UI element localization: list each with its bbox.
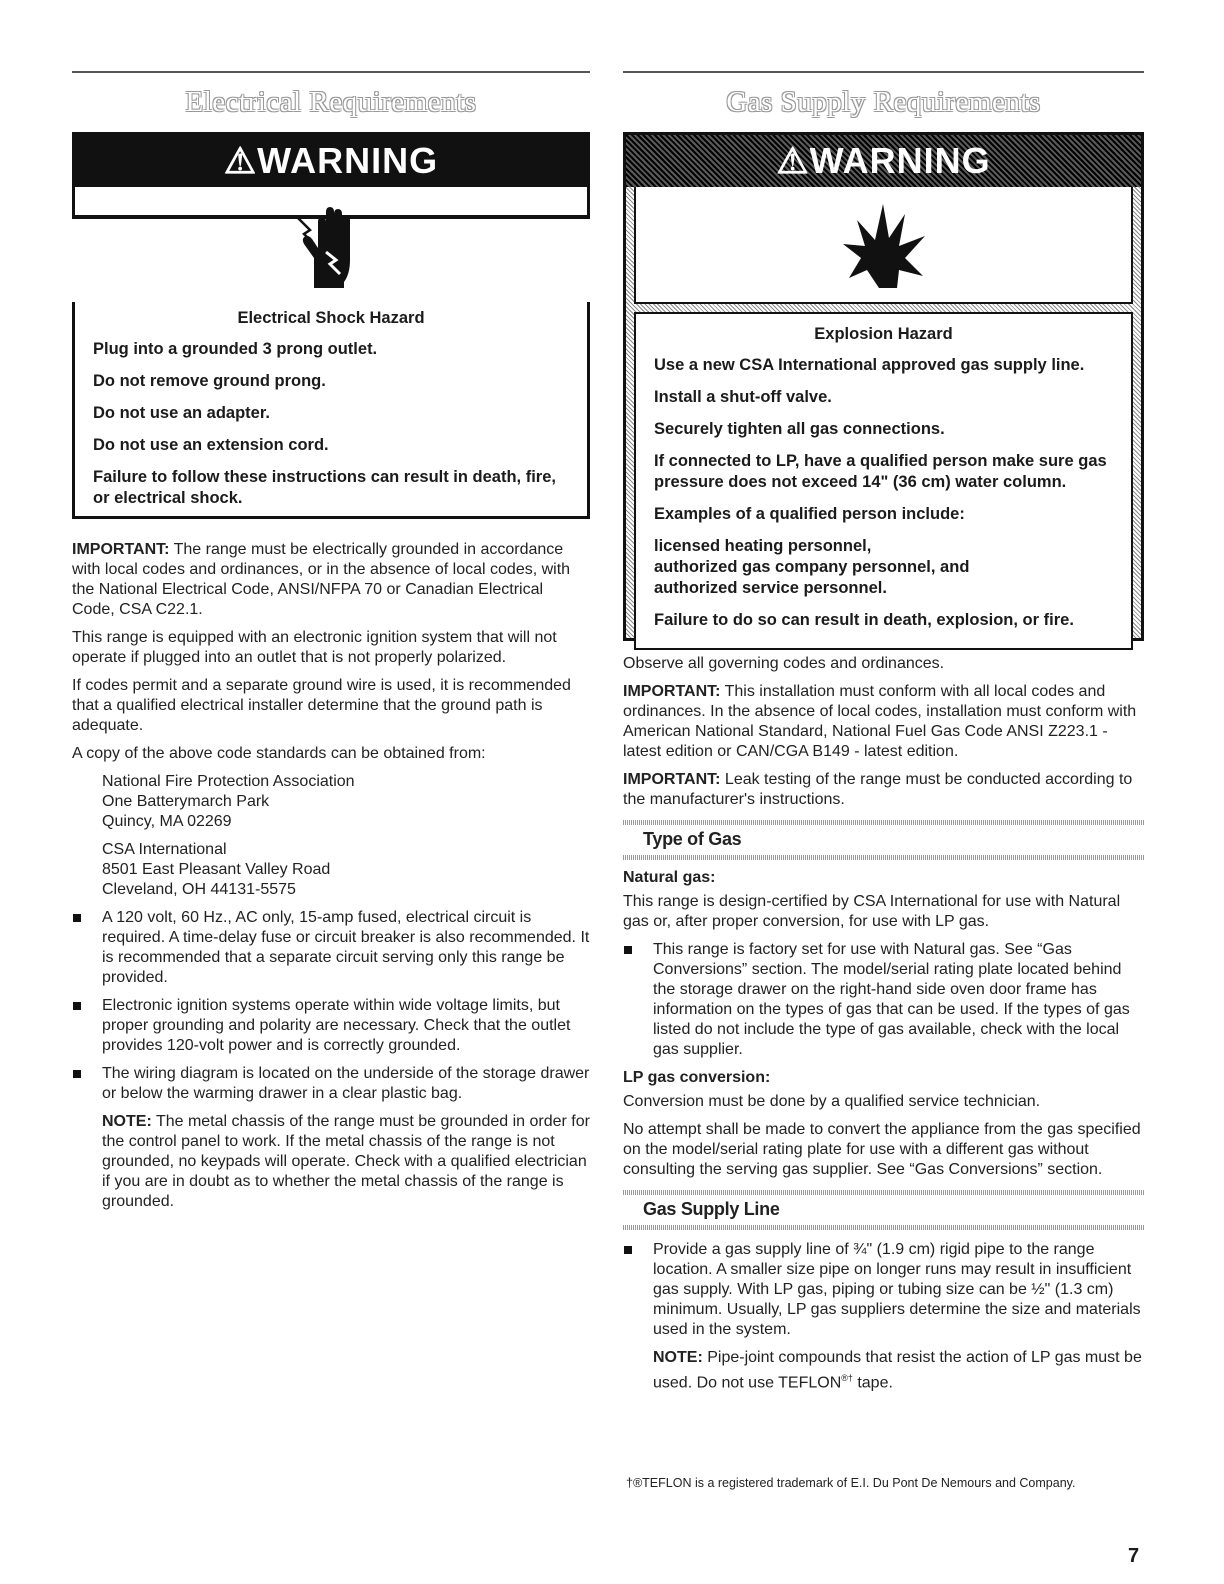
paragraph: A copy of the above code standards can be obtained from: xyxy=(72,745,486,762)
address-csa: CSA International 8501 East Pleasant Valley Road Cleveland, OH 44131-5575 xyxy=(102,841,331,898)
warning-header: ⚠WARNING xyxy=(75,135,587,187)
list-item: This range is factory set for use with Natural gas. See “Gas Conversions” section. The model/serial rating plate located behind the storage drawer on the right-hand side oven door frame has information on the types of gas that can be used. If the types of gas listed do not include the type of gas available, check with the local gas supplier. xyxy=(623,940,1144,1060)
important-paragraph: IMPORTANT: Leak testing of the range must be conducted according to the manufacturer's instructions. xyxy=(623,771,1133,808)
explosion-icon xyxy=(634,187,1133,304)
divider xyxy=(623,1225,1144,1230)
electrical-body xyxy=(72,540,590,1220)
paragraph: If codes permit and a separate ground wire is used, it is recommended that a qualified electrical installer determine that the ground path is adequate. xyxy=(72,677,571,734)
warning-line: Securely tighten all gas connections. xyxy=(654,420,945,438)
qualified-people: licensed heating personnel, authorized gas company personnel, and authorized service personnel. xyxy=(654,537,970,597)
lp-gas-label: LP gas conversion: xyxy=(623,1069,771,1086)
footnote: †®TEFLON is a registered trademark of E.I. Du Pont De Nemours and Company. xyxy=(626,1476,1076,1490)
paragraph: This range is equipped with an electronic ignition system that will not operate if plugged into an outlet that is not properly polarized. xyxy=(72,629,557,666)
warning-line: Plug into a grounded 3 prong outlet. xyxy=(93,340,378,358)
note-paragraph: NOTE: Pipe-joint compounds that resist the action of LP gas must be used. Do not use TEFLON®† tape. xyxy=(653,1349,1142,1392)
section-title: Electrical Requirements xyxy=(185,86,477,118)
address-nfpa: National Fire Protection Association One Batterymarch Park Quincy, MA 02269 xyxy=(102,773,355,830)
warning-line: Do not use an extension cord. xyxy=(93,436,329,454)
hazard-title: Electrical Shock Hazard xyxy=(237,309,425,327)
page-number: 7 xyxy=(1128,1545,1140,1567)
section-rule xyxy=(623,71,1144,73)
list-item: The wiring diagram is located on the underside of the storage drawer or below the warming drawer in a clear plastic bag. xyxy=(72,1064,590,1104)
warning-box xyxy=(623,132,1144,641)
warning-line: Failure to follow these instructions can result in death, fire, or electrical shock. xyxy=(93,468,556,507)
warning-line: Do not remove ground prong. xyxy=(93,372,326,390)
list-item: Electronic ignition systems operate within wide voltage limits, but proper grounding and polarity are necessary. Check that the outlet provides 120-volt power and is correctly grounded. xyxy=(72,996,590,1056)
warning-text-box xyxy=(72,302,590,519)
warning-line: Use a new CSA International approved gas supply line. xyxy=(654,356,1085,374)
warning-line: If connected to LP, have a qualified person make sure gas pressure does not exceed 14" (36 cm) water column. xyxy=(654,452,1107,491)
paragraph: This range is design-certified by CSA International for use with Natural gas or, after proper conversion, for use with LP gas. xyxy=(623,893,1121,930)
important-paragraph: IMPORTANT: The range must be electrically grounded in accordance with local codes and ordinances, or in the absence of local codes, with the National Electrical Code, ANSI/NFPA 70 or Canadian Electrical Code, CSA C22.1. xyxy=(72,541,571,618)
warning-line: Failure to do so can result in death, explosion, or fire. xyxy=(654,611,1074,629)
important-paragraph: IMPORTANT: This installation must conform with all local codes and ordinances. In the absence of local codes, installation must conform with American National Standard, National Fuel Gas Code ANSI Z223.1 - latest edition or CAN/CGA B149 - latest edition. xyxy=(623,683,1137,760)
natural-gas-label: Natural gas: xyxy=(623,869,716,886)
list-item: A 120 volt, 60 Hz., AC only, 15-amp fused, electrical circuit is required. A time-delay fuse or circuit breaker is also recommended. It is recommended that a separate circuit serving only this range be provided. xyxy=(72,908,590,988)
list-item: Provide a gas supply line of ¾" (1.9 cm) rigid pipe to the range location. A smaller size pipe on longer runs may result in insufficient gas supply. With LP gas, piping or tubing size can be ½" (1.3 cm) minimum. Usually, LP gas suppliers determine the size and materials used in the system. xyxy=(623,1240,1144,1340)
warning-header: ⚠WARNING xyxy=(626,135,1141,187)
paragraph: Conversion must be done by a qualified service technician. xyxy=(623,1093,1041,1110)
gas-body xyxy=(623,654,1144,1401)
warning-line: Install a shut-off valve. xyxy=(654,388,832,406)
warning-line: Examples of a qualified person include: xyxy=(654,505,965,523)
note-paragraph: NOTE: The metal chassis of the range must be grounded in order for the control panel to work. If the metal chassis of the range is not grounded, no keypads will operate. Check with a qualified electrician if you are in doubt as to whether the metal chassis of the range is grounded. xyxy=(102,1113,590,1210)
hazard-title: Explosion Hazard xyxy=(814,325,953,343)
paragraph: Observe all governing codes and ordinances. xyxy=(623,655,945,672)
warning-line: Do not use an adapter. xyxy=(93,404,270,422)
section-rule xyxy=(72,71,590,73)
warning-text-box xyxy=(634,312,1133,650)
paragraph: No attempt shall be made to convert the appliance from the gas specified on the model/serial rating plate for use with a different gas without consulting the serving gas supplier. See “Gas Conversions” section. xyxy=(623,1121,1141,1178)
type-of-gas-heading: Type of Gas xyxy=(643,829,742,849)
gas-supply-line-heading: Gas Supply Line xyxy=(643,1199,780,1219)
divider xyxy=(623,855,1144,860)
section-title: Gas Supply Requirements xyxy=(726,86,1041,118)
